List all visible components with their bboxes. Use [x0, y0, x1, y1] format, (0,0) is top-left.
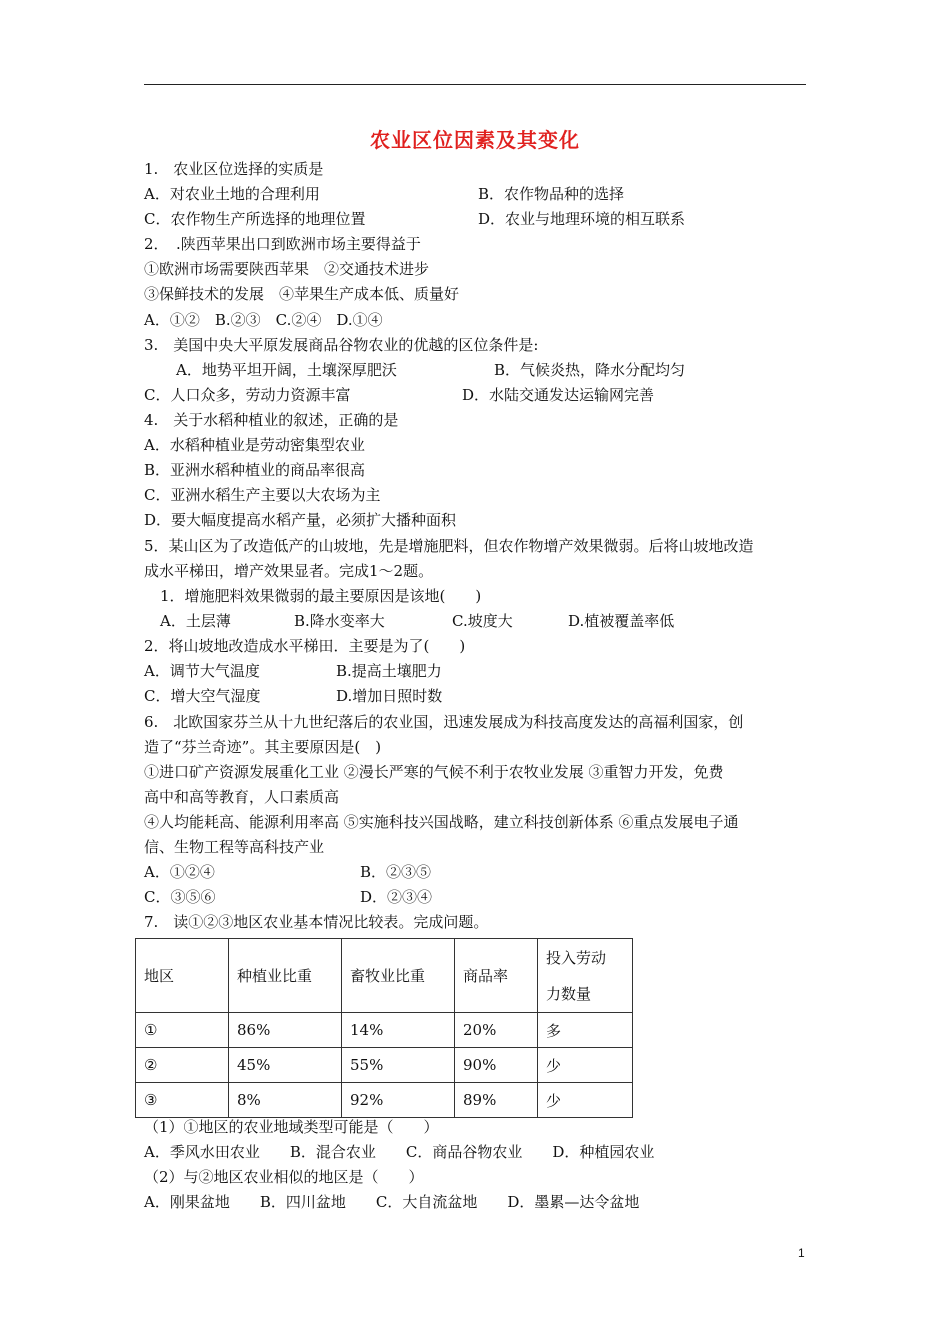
q4-option-b: B．亚洲水稻种植业的商品率很高 [144, 461, 366, 479]
q5-sub1-option-b: B.降水变率大 [294, 612, 385, 630]
q2-line-1: ①欧洲市场需要陕西苹果 ②交通技术进步 [144, 260, 430, 278]
q4-option-a: A．水稻种植业是劳动密集型农业 [144, 436, 365, 454]
q6-option-a: A．①②④ [144, 863, 215, 881]
q6-stem-1: 6. 北欧国家芬兰从十九世纪落后的农业国，迅速发展成为科技高度发达的高福利国家，创 [144, 713, 744, 731]
q3-option-a: A．地势平坦开阔，土壤深厚肥沃 [176, 361, 397, 379]
q7-sub1-stem: （1）①地区的农业地域类型可能是（ ） [144, 1118, 439, 1136]
q6-option-c: C．③⑤⑥ [144, 888, 216, 906]
agriculture-comparison-table [135, 938, 633, 1118]
table-cell: 55% [342, 1048, 455, 1083]
q1-option-d: D．农业与地理环境的相互联系 [478, 210, 686, 228]
table-cell: 90% [455, 1048, 538, 1083]
q6-stem-2: 造了“芬兰奇迹”。其主要原因是( ) [144, 738, 382, 756]
q7-sub2-stem: （2）与②地区农业相似的地区是（ ） [144, 1168, 424, 1186]
q6-line-3: ④人均能耗高、能源利用率高 ⑤实施科技兴国战略，建立科技创新体系 ⑥重点发展电子通 [144, 813, 739, 831]
q1-option-c: C．农作物生产所选择的地理位置 [144, 210, 366, 228]
q5-sub2-option-c: C．增大空气湿度 [144, 687, 261, 705]
table-cell: ② [136, 1048, 229, 1083]
q5-sub2-option-b: B.提高土壤肥力 [336, 662, 442, 680]
table-cell: ③ [136, 1083, 229, 1118]
q6-option-b: B．②③⑤ [360, 863, 432, 881]
q3-option-c: C．人口众多，劳动力资源丰富 [144, 386, 351, 404]
header-rule [144, 84, 806, 85]
q5-sub2-option-d: D.增加日照时数 [336, 687, 443, 705]
table-header-labor-line2: 力数量 [546, 984, 592, 1003]
q2-options: A．①② B.②③ C.②④ D.①④ [144, 311, 383, 329]
table-cell: 14% [342, 1013, 455, 1048]
q6-option-d: D．②③④ [360, 888, 433, 906]
table-header-cell: 畜牧业比重 [342, 939, 455, 1013]
table-header-cell: 种植业比重 [229, 939, 342, 1013]
q5-sub2-stem: 2．将山坡地改造成水平梯田．主要是为了( ) [144, 637, 466, 655]
table-cell: 89% [455, 1083, 538, 1118]
q5-sub1-option-d: D.植被覆盖率低 [568, 612, 675, 630]
q5-sub1-stem: 1．增施肥料效果微弱的最主要原因是该地( ) [160, 587, 482, 605]
table-header-cell [538, 939, 633, 1013]
q6-line-2: 高中和高等教育，人口素质高 [144, 788, 340, 806]
q3-stem: 3. 美国中央大平原发展商品谷物农业的优越的区位条件是: [144, 336, 539, 354]
q1-option-a: A．对农业土地的合理利用 [144, 185, 320, 203]
q1-stem: 1. 农业区位选择的实质是 [144, 160, 324, 178]
page-title: 农业区位因素及其变化 [370, 128, 580, 152]
table-cell: 86% [229, 1013, 342, 1048]
q6-line-1: ①进口矿产资源发展重化工业 ②漫长严寒的气候不利于农牧业发展 ③重智力开发，免费 [144, 763, 724, 781]
table-cell: 少 [538, 1083, 633, 1118]
q7-sub1-options: A．季风水田农业 B．混合农业 C．商品谷物农业 D．种植园农业 [144, 1143, 655, 1161]
table-cell: ① [136, 1013, 229, 1048]
table-cell: 多 [538, 1013, 633, 1048]
q3-option-b: B．气候炎热，降水分配均匀 [494, 361, 686, 379]
table-cell: 20% [455, 1013, 538, 1048]
table-row [136, 1083, 633, 1118]
q4-option-c: C．亚洲水稻生产主要以大农场为主 [144, 486, 381, 504]
q2-stem: 2． .陕西苹果出口到欧洲市场主要得益于 [144, 235, 421, 253]
q5-stem-1: 5．某山区为了改造低产的山坡地，先是增施肥料，但农作物增产效果微弱。后将山坡地改造 [144, 537, 754, 555]
table-cell: 92% [342, 1083, 455, 1118]
page-number: 1 [798, 1246, 805, 1260]
q2-line-2: ③保鲜技术的发展 ④苹果生产成本低、质量好 [144, 285, 460, 303]
q6-line-4: 信、生物工程等高科技产业 [144, 838, 325, 856]
table-cell: 8% [229, 1083, 342, 1118]
table-cell: 少 [538, 1048, 633, 1083]
q5-sub1-option-a: A．土层薄 [160, 612, 231, 630]
q5-sub2-option-a: A．调节大气温度 [144, 662, 260, 680]
q4-option-d: D．要大幅度提高水稻产量，必须扩大播种面积 [144, 511, 457, 529]
table-header-cell: 地区 [136, 939, 229, 1013]
q4-stem: 4. 关于水稻种植业的叙述，正确的是 [144, 411, 399, 429]
table-row [136, 1048, 633, 1083]
q7-stem: 7. 读①②③地区农业基本情况比较表。完成问题。 [144, 913, 489, 931]
q5-sub1-option-c: C.坡度大 [452, 612, 513, 630]
table-header-row [136, 939, 633, 1013]
table-header-cell: 商品率 [455, 939, 538, 1013]
table-row [136, 1013, 633, 1048]
q1-option-b: B．农作物品种的选择 [478, 185, 625, 203]
q3-option-d: D．水陆交通发达运输网完善 [462, 386, 655, 404]
table-cell: 45% [229, 1048, 342, 1083]
q7-sub2-options: A．刚果盆地 B．四川盆地 C．大自流盆地 D．墨累—达令盆地 [144, 1193, 640, 1211]
q5-stem-2: 成水平梯田，增产效果显者。完成1～2题。 [144, 562, 434, 580]
table-header-labor-line1: 投入劳动 [546, 948, 607, 967]
